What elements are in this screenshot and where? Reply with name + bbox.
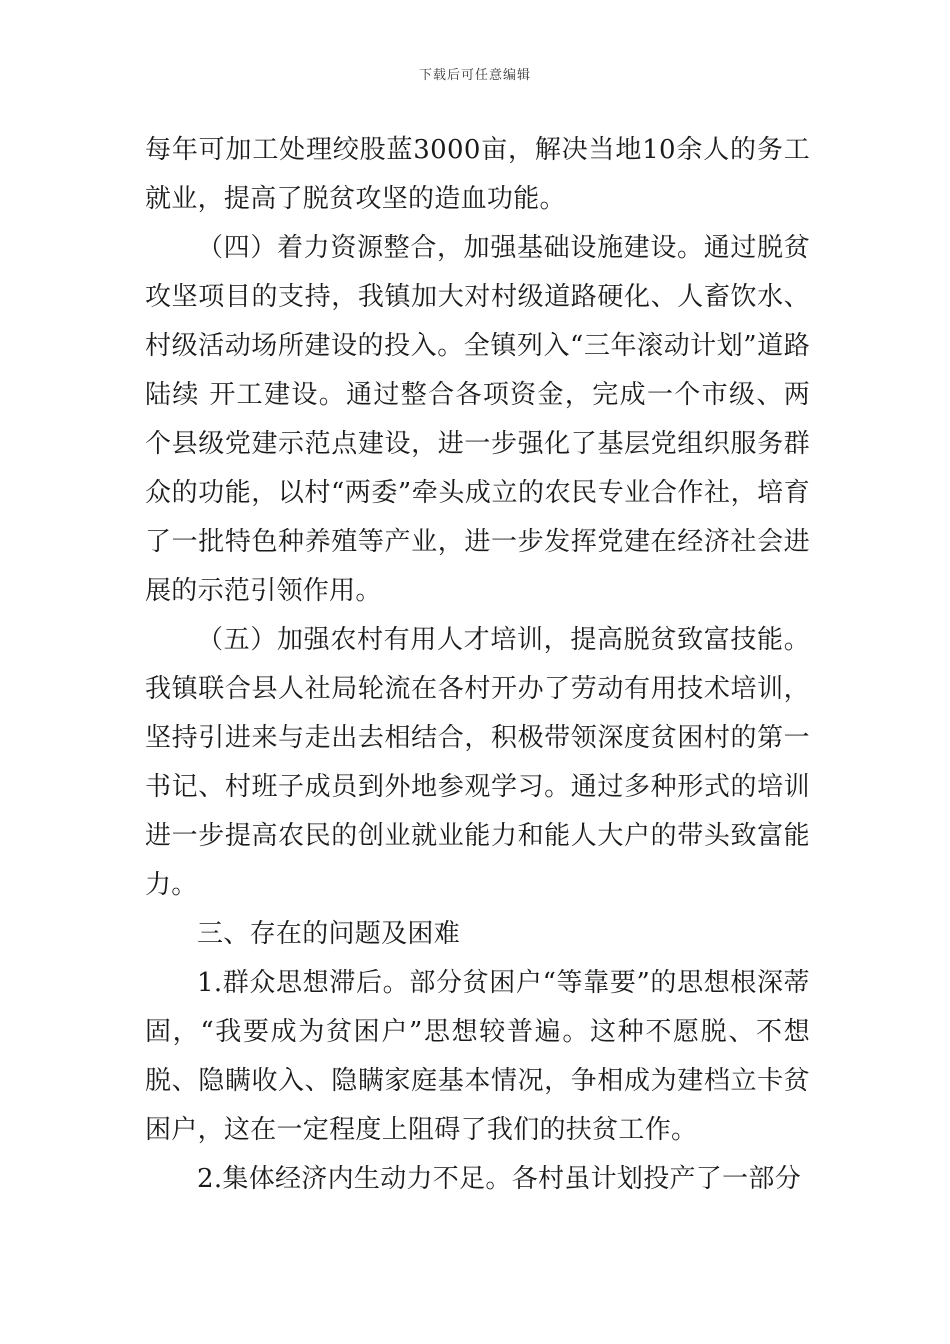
section-heading: 三、存在的问题及困难 — [197, 919, 461, 949]
page-header: 下载后可任意编辑 — [418, 68, 531, 83]
paragraph-5: 2.集体经济内生动力不足。各村虽计划投产了一部分 — [197, 1164, 802, 1194]
document-body — [145, 126, 810, 1204]
paragraph-1: 每年可加工处理绞股蓝3000亩，解决当地10余人的务工就业，提高了脱贫攻坚的造血功能。 — [145, 135, 810, 214]
paragraph-2: （四）着力资源整合，加强基础设施建设。通过脱贫攻坚项目的支持，我镇加大对村级道路硬化、人畜饮水、村级活动场所建设的投入。全镇列入“三年滚动计划”道路陆续 开工建设。通过整合各项资金，完成一个市级、两个县级党建示范点建设，进一步强化了基层党组织服务群众的功能，以村“两委”牵头成立的农民专业合作社，培育了一批特色种养殖等产业，进一步发挥党建在经济社会进展的示范引领作用。 — [145, 233, 810, 606]
paragraph-4: 1.群众思想滞后。部分贫困户“等靠要”的思想根深蒂固，“我要成为贫困户”思想较普遍。这种不愿脱、不想脱、隐瞒收入、隐瞒家庭基本情况，争相成为建档立卡贫困户，这在一定程度上阻碍了我们的扶贫工作。 — [145, 968, 810, 1145]
paragraph-3: （五）加强农村有用人才培训，提高脱贫致富技能。我镇联合县人社局轮流在各村开办了劳动有用技术培训，坚持引进来与走出去相结合，积极带领深度贫困村的第一书记、村班子成员到外地参观学习。通过多种形式的培训进一步提高农民的创业就业能力和能人大户的带头致富能力。 — [145, 625, 810, 900]
